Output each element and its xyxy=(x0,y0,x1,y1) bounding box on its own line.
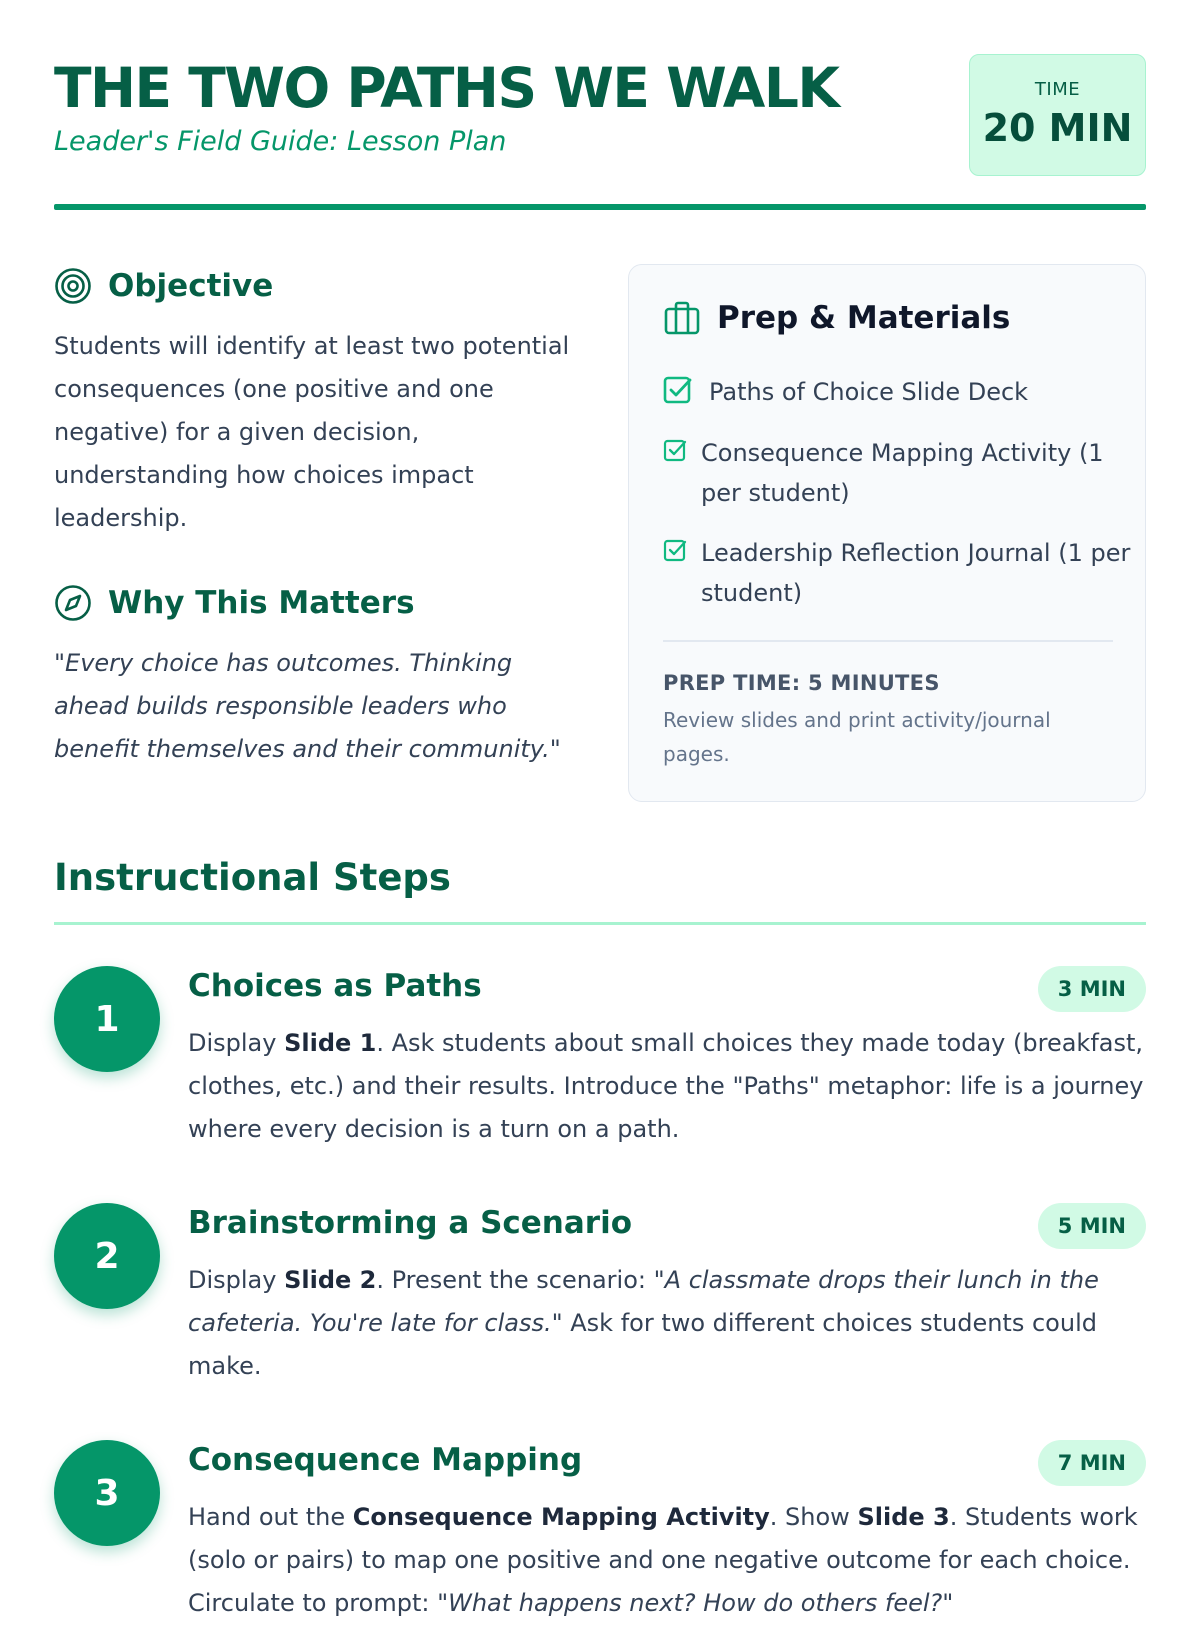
step-title: Brainstorming a Scenario xyxy=(188,1205,633,1241)
page-subtitle: Leader's Field Guide: Lesson Plan xyxy=(54,126,507,157)
step-title: Consequence Mapping xyxy=(188,1442,583,1478)
text-run: . Present the scenario: xyxy=(376,1266,654,1294)
emphasis-bold: Slide 3 xyxy=(857,1503,950,1531)
step-duration-badge: 3 MIN xyxy=(1038,966,1146,1012)
time-value: 20 MIN xyxy=(982,106,1133,150)
step-number: 1 xyxy=(54,966,160,1072)
prep-materials-card xyxy=(628,264,1146,802)
material-label: Consequence Mapping Activity (1 per student) xyxy=(701,439,1104,507)
target-icon xyxy=(54,267,92,305)
checkbox-checked-icon xyxy=(663,439,687,463)
time-badge xyxy=(969,54,1146,176)
material-label: Paths of Choice Slide Deck xyxy=(709,378,1029,406)
material-label: Leadership Reflection Journal (1 per student) xyxy=(701,539,1131,607)
objective-text: Students will identify at least two potential consequences (one positive and one negative) for a given decision, understanding how choices impact leadership. xyxy=(54,332,570,532)
emphasis-bold: Slide 1 xyxy=(284,1029,377,1057)
prep-time-note: Review slides and print activity/journal pages. xyxy=(663,708,1051,766)
text-run: Hand out the xyxy=(188,1503,353,1531)
emphasis-italic: "A classmate drops their lunch in the cafeteria. You're late for class." xyxy=(188,1266,1099,1337)
header xyxy=(54,52,1146,214)
step-description xyxy=(188,1259,1146,1388)
text-run: Display xyxy=(188,1029,285,1057)
text-run: Display xyxy=(188,1266,285,1294)
text-run: Ask for two different choices students could make. xyxy=(188,1309,1097,1380)
why-heading xyxy=(54,583,415,623)
text-run: . Students work (solo or pairs) to map one positive and one negative outcome for each choice. Circulate to prompt: xyxy=(188,1503,1138,1617)
material-item xyxy=(663,433,1133,513)
material-item xyxy=(663,372,1129,412)
lesson-plan-page xyxy=(54,0,1146,1617)
why-quote: "Every choice has outcomes. Thinking ahead builds responsible leaders who benefit themselves and their community." xyxy=(54,649,561,763)
material-item xyxy=(663,533,1133,613)
time-label: TIME xyxy=(1034,79,1081,100)
emphasis-bold: Consequence Mapping Activity xyxy=(352,1503,770,1531)
text-run: . Ask students about small choices they made today (breakfast, clothes, etc.) and their results. Introduce the "Paths" metaphor: life is a journey where every decision is a turn on a path. xyxy=(188,1029,1144,1143)
step-duration-badge: 5 MIN xyxy=(1038,1203,1146,1249)
prep-divider xyxy=(663,640,1113,642)
prep-heading xyxy=(663,299,1010,337)
step-description xyxy=(188,1496,1146,1625)
emphasis-italic: "What happens next? How do others feel?" xyxy=(437,1589,954,1617)
step-title: Choices as Paths xyxy=(188,968,482,1004)
step-number: 2 xyxy=(54,1203,160,1309)
page-title: THE TWO PATHS WE WALK xyxy=(54,56,839,120)
checkbox-checked-icon xyxy=(663,376,693,406)
step-duration-badge: 7 MIN xyxy=(1038,1440,1146,1486)
text-run: . Show xyxy=(769,1503,858,1531)
compass-icon xyxy=(54,584,92,622)
prep-title: Prep & Materials xyxy=(717,300,1011,336)
why-title: Why This Matters xyxy=(108,585,415,621)
emphasis-bold: Slide 2 xyxy=(284,1266,377,1294)
step-description xyxy=(188,1022,1146,1151)
steps-divider xyxy=(54,922,1146,925)
steps-heading: Instructional Steps xyxy=(54,856,451,899)
step-number: 3 xyxy=(54,1440,160,1546)
objective-heading xyxy=(54,266,273,306)
checkbox-checked-icon xyxy=(663,539,687,563)
briefcase-icon xyxy=(663,299,701,337)
objective-title: Objective xyxy=(108,268,274,304)
prep-time-label: PREP TIME: 5 MINUTES xyxy=(663,671,940,695)
header-divider xyxy=(54,204,1146,210)
